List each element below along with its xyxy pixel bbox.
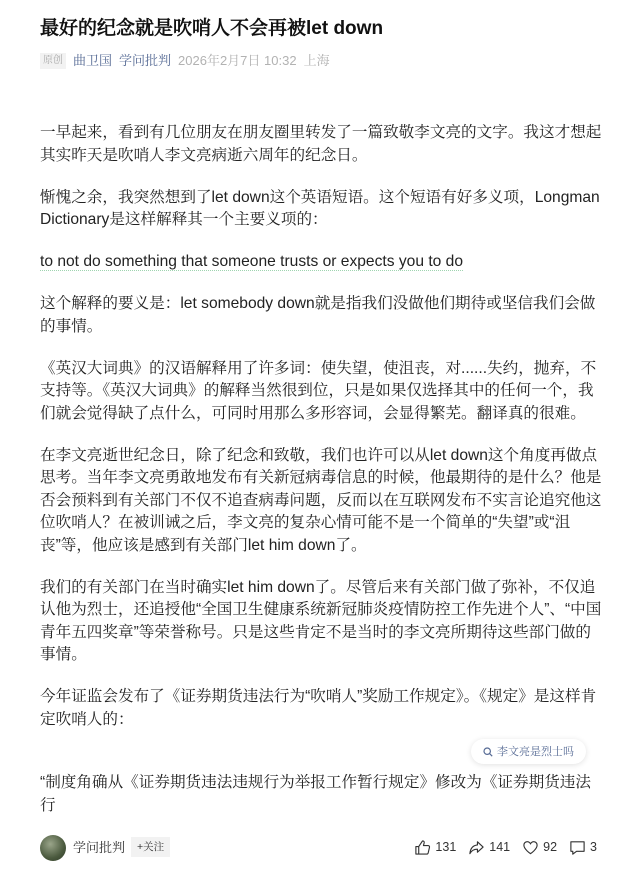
comment-count: 3 xyxy=(590,840,597,854)
search-suggestion-row xyxy=(40,739,602,764)
search-suggestion[interactable] xyxy=(471,739,586,764)
paragraph xyxy=(40,251,602,274)
original-badge: 原创 xyxy=(40,53,66,69)
like-button[interactable] xyxy=(414,838,456,856)
bottom-bar xyxy=(0,823,621,873)
paragraph: 在李文亮逝世纪念日，除了纪念和致敬，我们也许可以从let down这个角度再做点思考。当年李文亮勇敢地发布有关新冠病毒信息的时候，他最期待的是什么？他是否会预料到有关部门不仅不追查病毒问题，反而以在互联网发布不实言论追究他这位吹哨人？在被训诫之后，李文亮的复杂心情可能不是一个简单的“失望”或“沮丧”等，他应该是感到有关部门let him down了。 xyxy=(40,446,602,554)
article-meta xyxy=(40,52,602,70)
paragraph: 一早起来，看到有几位朋友在朋友圈里转发了一篇致敬李文亮的文字。我这才想起其实昨天是吹哨人李文亮病逝六周年的纪念日。 xyxy=(40,124,602,164)
comment-button[interactable] xyxy=(569,838,597,856)
share-count: 141 xyxy=(489,840,511,854)
favorite-button[interactable] xyxy=(522,838,557,856)
favorite-count: 92 xyxy=(543,840,558,854)
follow-button[interactable]: +关注 xyxy=(131,837,170,857)
stats xyxy=(414,838,597,856)
paragraph: 这个解释的要义是：let somebody down就是指我们没做他们期待或坚信我们会做的事情。 xyxy=(40,295,596,335)
author-link[interactable]: 曲卫国 xyxy=(73,53,113,68)
search-suggestion-label: 李文亮是烈士吗 xyxy=(497,745,574,758)
like-count: 131 xyxy=(435,840,457,854)
thumbs-up-icon xyxy=(414,839,431,856)
cut-off-line: “制度角确从《证券期货违法违规行为举报工作暂行规定》修改为《证券期货违法行 xyxy=(40,774,591,814)
heart-icon xyxy=(522,839,539,856)
article-body xyxy=(40,122,602,731)
location: 上海 xyxy=(303,53,330,68)
article-title: 最好的纪念就是吹哨人不会再被let down xyxy=(40,18,384,39)
share-button[interactable] xyxy=(468,838,510,856)
avatar[interactable] xyxy=(40,835,66,861)
paragraph: 今年证监会发布了《证券期货违法行为“吹哨人”奖励工作规定》。《规定》是这样肯定吹哨人的： xyxy=(40,688,597,728)
paragraph: 《英汉大词典》的汉语解释用了许多词：使失望，使沮丧，对......失约，抛弃，不支持等。《英汉大词典》的解释当然很到位，只是如果仅选择其中的任何一个，我们就会觉得缺了点什么，可同时用那么多形容词，会显得繁芜。翻译真的很难。 xyxy=(40,359,597,422)
account-link[interactable]: 学问批判 xyxy=(119,53,172,68)
paragraph: 惭愧之余，我突然想到了let down这个英语短语。这个短语有好多义项，Longman Dictionary是这样解释其一个主要义项的： xyxy=(40,188,600,228)
share-icon xyxy=(468,839,485,856)
paragraph: 我们的有关部门在当时确实let him down了。尽管后来有关部门做了弥补，不仅追认他为烈士，还追授他“全国卫生健康系统新冠肺炎疫情防控工作先进个人”、“中国青年五四奖章”等荣誉称号。只是这些肯定不是当时的李文亮所期待这些部门做的事情。 xyxy=(40,578,602,663)
publish-date: 2026年2月7日 10:32 xyxy=(178,53,297,68)
account-name[interactable]: 学问批判 xyxy=(73,840,126,855)
comment-icon xyxy=(569,839,586,856)
definition-quote: to not do something that someone trusts or expects you to do xyxy=(40,253,464,270)
search-icon xyxy=(483,747,493,757)
